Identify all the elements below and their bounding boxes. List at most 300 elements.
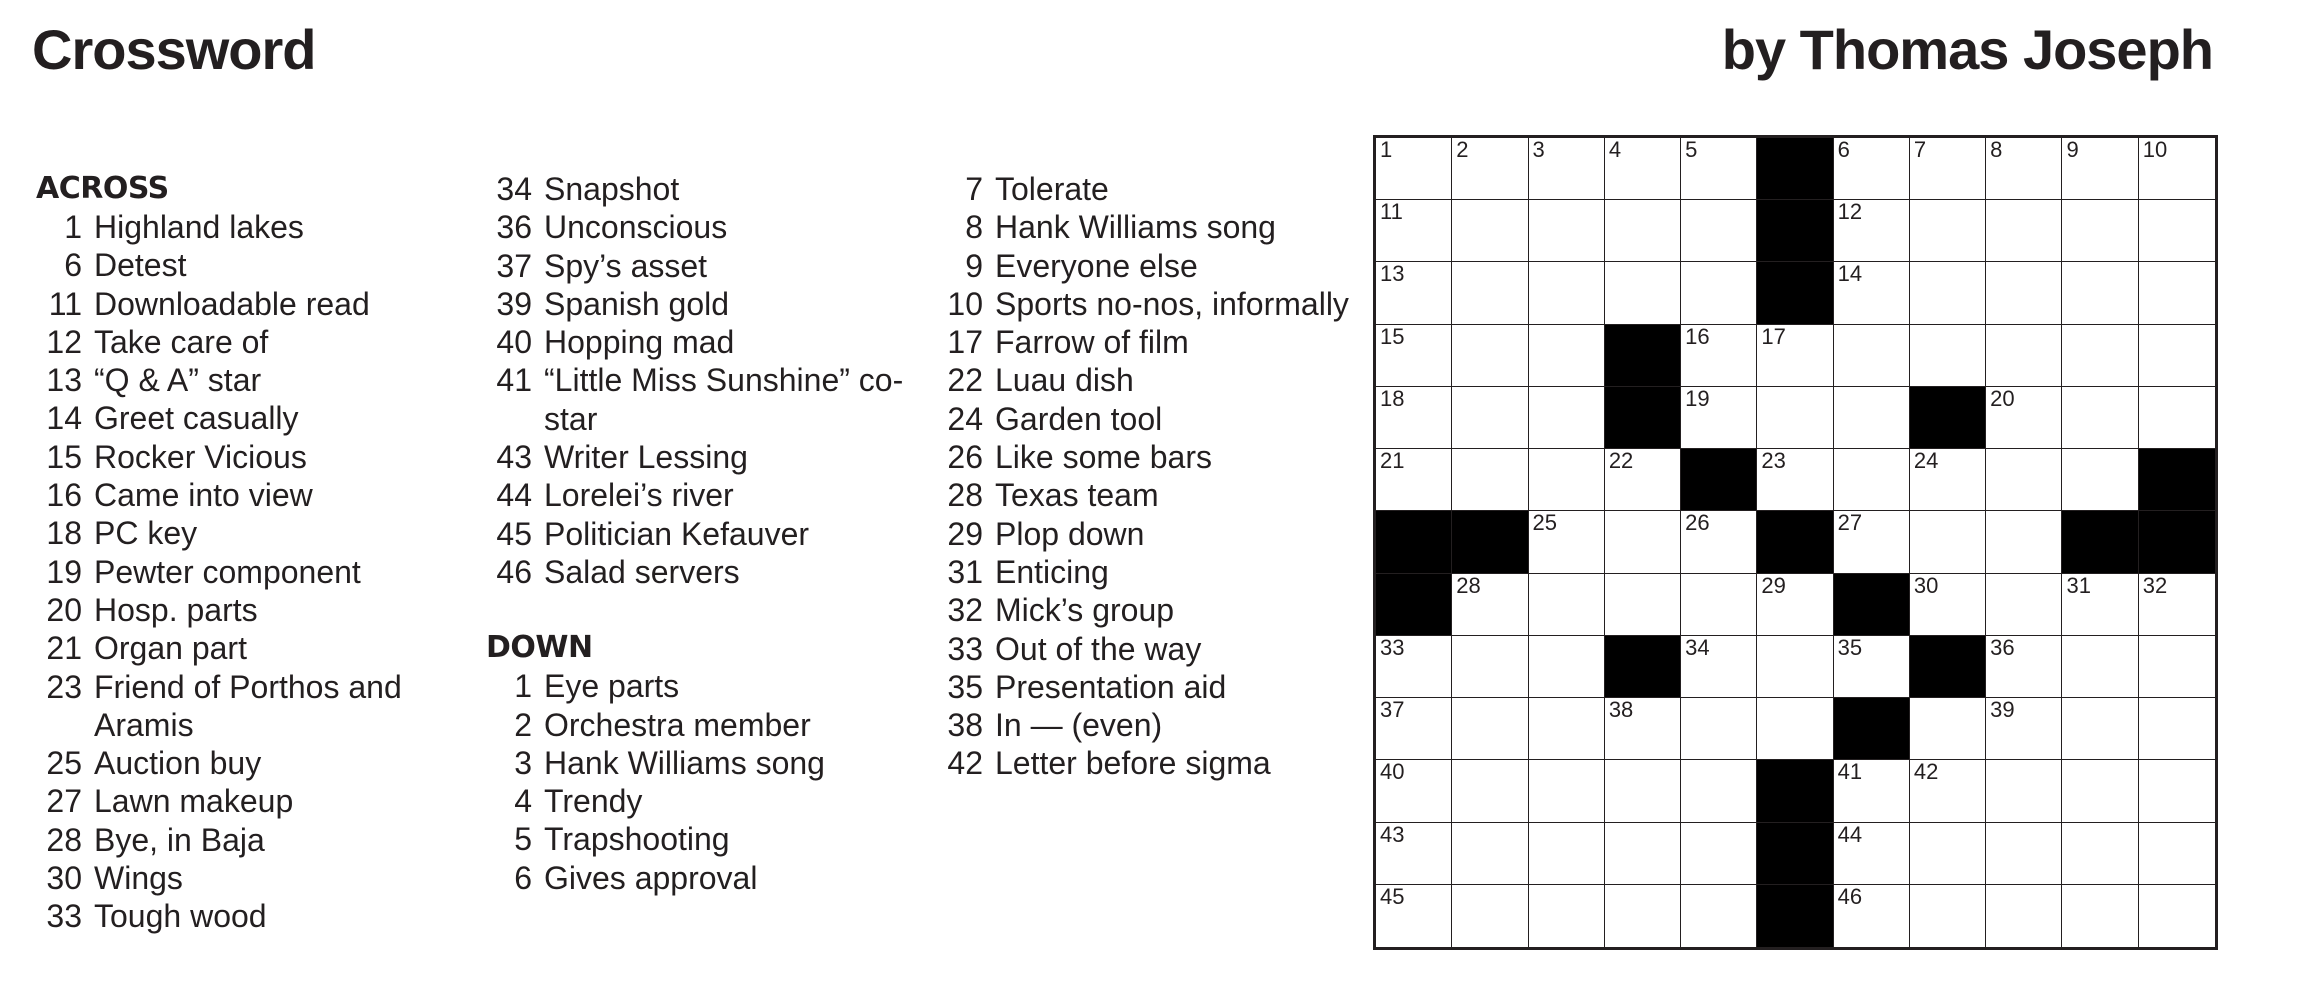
- grid-cell[interactable]: [1529, 262, 1605, 324]
- grid-cell[interactable]: [1986, 760, 2062, 822]
- grid-cell[interactable]: [1910, 200, 1986, 262]
- grid-cell[interactable]: [1605, 262, 1681, 324]
- clue-number: 41: [496, 362, 532, 399]
- grid-cell[interactable]: [2139, 823, 2215, 885]
- grid-cell[interactable]: [1452, 823, 1528, 885]
- down-clue: [486, 744, 906, 782]
- down-clue: [937, 361, 1357, 399]
- grid-cell[interactable]: [1986, 511, 2062, 573]
- grid-cell[interactable]: [1757, 325, 1833, 387]
- black-square: [1681, 449, 1757, 511]
- grid-cell[interactable]: [1452, 574, 1528, 636]
- clue-text: Unconscious: [544, 209, 728, 246]
- grid-cell[interactable]: [1834, 138, 1910, 200]
- black-square: [1452, 511, 1528, 573]
- across-clue: [36, 782, 456, 820]
- across-clue: [486, 323, 906, 361]
- cell-number: 42: [1913, 759, 1939, 785]
- grid-cell[interactable]: [1986, 885, 2062, 947]
- down-clue: [937, 400, 1357, 438]
- cell-number: 29: [1761, 572, 1786, 598]
- grid-cell[interactable]: [1376, 325, 1452, 387]
- clue-text: Hopping mad: [544, 324, 735, 361]
- grid-cell[interactable]: [2139, 574, 2215, 636]
- grid-cell[interactable]: [1452, 200, 1528, 262]
- clue-number: 14: [46, 400, 82, 437]
- grid-cell[interactable]: [1834, 760, 1910, 822]
- across-clue: [36, 553, 456, 591]
- black-square: [2139, 449, 2215, 511]
- grid-cell[interactable]: [1529, 698, 1605, 760]
- grid-cell[interactable]: [1681, 823, 1757, 885]
- black-square: [1757, 885, 1833, 947]
- clue-number: 28: [947, 477, 983, 514]
- clue-number: 31: [947, 553, 983, 590]
- grid-cell[interactable]: [1452, 636, 1528, 698]
- down-clue: [486, 859, 906, 897]
- clue-text: Gives approval: [544, 859, 758, 896]
- clue-number: 36: [496, 209, 532, 246]
- clue-number: 23: [46, 668, 82, 705]
- down-clue: [937, 515, 1357, 553]
- clue-text: Salad servers: [544, 553, 740, 590]
- grid-cell[interactable]: [1452, 387, 1528, 449]
- grid-cell[interactable]: [1757, 387, 1833, 449]
- clue-text: Take care of: [94, 323, 269, 360]
- grid-cell[interactable]: [1376, 449, 1452, 511]
- grid-cell[interactable]: [2139, 387, 2215, 449]
- grid-cell[interactable]: [1986, 325, 2062, 387]
- across-clue: [36, 668, 456, 745]
- cell-number: 10: [2142, 137, 2168, 162]
- grid-cell[interactable]: [1910, 760, 1986, 822]
- grid-cell[interactable]: [2062, 760, 2138, 822]
- down-clue: [937, 744, 1357, 782]
- clue-number: 13: [46, 362, 82, 399]
- grid-cell[interactable]: [2062, 138, 2138, 200]
- grid-cell[interactable]: [2062, 636, 2138, 698]
- clue-number: 3: [514, 744, 532, 781]
- grid-cell[interactable]: [1376, 698, 1452, 760]
- cell-number: 17: [1761, 323, 1786, 349]
- cell-number: 44: [1837, 821, 1863, 847]
- grid-cell[interactable]: [1529, 636, 1605, 698]
- clue-text: “Q & A” star: [94, 362, 262, 399]
- cell-number: 22: [1608, 448, 1634, 474]
- cell-number: 12: [1837, 199, 1863, 225]
- clue-number: 6: [514, 859, 532, 896]
- grid-cell[interactable]: [2062, 387, 2138, 449]
- grid-cell[interactable]: [1452, 449, 1528, 511]
- clue-number: 18: [46, 515, 82, 552]
- grid-cell[interactable]: [1910, 262, 1986, 324]
- grid-cell[interactable]: [2139, 636, 2215, 698]
- grid-cell[interactable]: [1376, 200, 1452, 262]
- clue-text: Friend of Porthos and Aramis: [94, 668, 402, 743]
- grid-cell[interactable]: [2139, 325, 2215, 387]
- grid-cell[interactable]: [1452, 885, 1528, 947]
- clue-text: Letter before sigma: [995, 745, 1271, 782]
- clue-text: Organ part: [94, 630, 247, 667]
- cell-number: 38: [1608, 697, 1634, 723]
- across-heading: ACROSS: [36, 171, 169, 206]
- grid-cell[interactable]: [1452, 138, 1528, 200]
- clue-number: 1: [64, 209, 82, 245]
- grid-cell[interactable]: [1986, 138, 2062, 200]
- clue-text: Lorelei’s river: [544, 477, 734, 514]
- grid-cell[interactable]: [1376, 636, 1452, 698]
- grid-cell[interactable]: [2062, 262, 2138, 324]
- cell-number: 2: [1456, 137, 1469, 162]
- grid-cell[interactable]: [1529, 574, 1605, 636]
- grid-cell[interactable]: [1605, 574, 1681, 636]
- black-square: [1376, 574, 1452, 636]
- cell-number: 5: [1685, 137, 1698, 162]
- down-clue: [937, 630, 1357, 668]
- grid-cell[interactable]: [1834, 885, 1910, 947]
- grid-cell[interactable]: [1605, 449, 1681, 511]
- grid-cell[interactable]: [1910, 823, 1986, 885]
- grid-cell[interactable]: [1376, 823, 1452, 885]
- grid-cell[interactable]: [2062, 574, 2138, 636]
- clue-text: Trapshooting: [544, 821, 730, 858]
- grid-cell[interactable]: [1986, 387, 2062, 449]
- clue-number: 21: [46, 630, 82, 667]
- cell-number: 15: [1380, 323, 1405, 349]
- clue-number: 7: [965, 171, 983, 207]
- grid-cell[interactable]: [1529, 200, 1605, 262]
- down-heading: DOWN: [486, 630, 593, 666]
- down-clue: [937, 170, 1357, 208]
- across-clue: [486, 438, 906, 476]
- clue-text: Everyone else: [995, 247, 1198, 284]
- cell-number: 31: [2066, 572, 2091, 598]
- black-square: [1757, 823, 1833, 885]
- clue-number: 38: [947, 707, 983, 744]
- clue-text: Enticing: [995, 553, 1109, 590]
- grid-cell[interactable]: [1834, 449, 1910, 511]
- grid-cell[interactable]: [1834, 511, 1910, 573]
- grid-cell[interactable]: [1986, 698, 2062, 760]
- black-square: [1834, 698, 1910, 760]
- clue-number: 15: [46, 438, 82, 475]
- clue-text: Bye, in Baja: [94, 821, 265, 858]
- across-clue: [36, 744, 456, 782]
- across-clue: [36, 361, 456, 399]
- cell-number: 36: [1990, 634, 2015, 660]
- clue-number: 19: [46, 553, 82, 590]
- clue-number: 16: [46, 477, 82, 514]
- clue-number: 27: [46, 783, 82, 820]
- clue-text: Trendy: [544, 783, 643, 820]
- grid-cell[interactable]: [1452, 698, 1528, 760]
- cell-number: 43: [1380, 821, 1405, 847]
- cell-number: 41: [1837, 759, 1863, 785]
- grid-cell[interactable]: [1605, 138, 1681, 200]
- grid-cell[interactable]: [1681, 636, 1757, 698]
- grid-cell[interactable]: [2062, 698, 2138, 760]
- grid-cell[interactable]: [1529, 138, 1605, 200]
- grid-cell[interactable]: [1986, 636, 2062, 698]
- grid-cell[interactable]: [2139, 760, 2215, 822]
- grid-cell[interactable]: [1834, 325, 1910, 387]
- grid-cell[interactable]: [1376, 387, 1452, 449]
- across-clue: [36, 897, 456, 935]
- grid-cell[interactable]: [1529, 511, 1605, 573]
- clue-number: 8: [965, 209, 983, 246]
- clue-text: Presentation aid: [995, 668, 1227, 705]
- black-square: [1910, 387, 1986, 449]
- clue-number: 24: [947, 400, 983, 437]
- clue-text: Writer Lessing: [544, 439, 748, 476]
- grid-cell[interactable]: [1986, 574, 2062, 636]
- grid-cell[interactable]: [1910, 449, 1986, 511]
- clue-text: Came into view: [94, 477, 313, 514]
- grid-cell[interactable]: [2062, 325, 2138, 387]
- grid-cell[interactable]: [1757, 449, 1833, 511]
- cell-number: 33: [1380, 634, 1405, 660]
- grid-cell[interactable]: [2139, 698, 2215, 760]
- grid-cell[interactable]: [1681, 262, 1757, 324]
- clue-number: 46: [496, 553, 532, 590]
- clue-column-2: [486, 170, 906, 897]
- grid-cell[interactable]: [1681, 325, 1757, 387]
- cell-number: 34: [1685, 634, 1710, 660]
- grid-cell[interactable]: [1681, 698, 1757, 760]
- clue-text: Hank Williams song: [995, 209, 1276, 246]
- cell-number: 27: [1837, 510, 1863, 536]
- down-clue: [937, 476, 1357, 514]
- down-clue: [937, 323, 1357, 361]
- grid-cell[interactable]: [1452, 325, 1528, 387]
- grid-cell[interactable]: [1529, 885, 1605, 947]
- cell-number: 4: [1608, 137, 1622, 162]
- cell-number: 18: [1380, 385, 1405, 411]
- clue-number: 37: [496, 247, 532, 284]
- grid-cell[interactable]: [1834, 200, 1910, 262]
- clue-number: 1: [514, 668, 532, 705]
- across-clue: [36, 323, 456, 361]
- across-clue: [486, 476, 906, 514]
- black-square: [2139, 511, 2215, 573]
- clue-text: Wings: [94, 860, 183, 897]
- cell-number: 8: [1990, 137, 2003, 162]
- down-clue: [937, 706, 1357, 744]
- cell-number: 24: [1913, 448, 1939, 474]
- cell-number: 23: [1761, 448, 1786, 474]
- clue-text: Texas team: [995, 477, 1159, 514]
- down-clue: [486, 782, 906, 820]
- grid-cell[interactable]: [1529, 325, 1605, 387]
- across-clue: [36, 629, 456, 667]
- grid-cell[interactable]: [1757, 698, 1833, 760]
- grid-cell[interactable]: [1605, 823, 1681, 885]
- clue-text: Lawn makeup: [94, 783, 294, 820]
- across-clue: [486, 553, 906, 591]
- grid-cell[interactable]: [1376, 885, 1452, 947]
- clue-text: Mick’s group: [995, 592, 1175, 629]
- black-square: [1757, 262, 1833, 324]
- across-clue: [486, 361, 906, 438]
- grid-cell[interactable]: [2139, 200, 2215, 262]
- cell-number: 6: [1837, 137, 1850, 162]
- cell-number: 11: [1380, 199, 1403, 225]
- grid-cell[interactable]: [2139, 262, 2215, 324]
- clue-number: 42: [947, 745, 983, 782]
- clue-column-1: [36, 170, 456, 936]
- clue-number: 11: [48, 285, 82, 322]
- black-square: [1757, 200, 1833, 262]
- clue-number: 6: [64, 247, 82, 284]
- clue-number: 4: [514, 783, 532, 820]
- grid-cell[interactable]: [1376, 138, 1452, 200]
- grid-cell[interactable]: [1910, 138, 1986, 200]
- across-clue: [486, 285, 906, 323]
- clue-text: Detest: [94, 247, 187, 284]
- down-clue: [937, 553, 1357, 591]
- grid-cell[interactable]: [1681, 511, 1757, 573]
- clue-number: 28: [46, 821, 82, 858]
- grid-cell[interactable]: [1681, 885, 1757, 947]
- clue-number: 29: [947, 515, 983, 552]
- cell-number: 46: [1837, 883, 1863, 909]
- grid-cell[interactable]: [1834, 823, 1910, 885]
- black-square: [1757, 138, 1833, 200]
- clue-column-3: [937, 170, 1357, 783]
- grid-cell[interactable]: [1910, 511, 1986, 573]
- clue-text: Orchestra member: [544, 706, 811, 743]
- clue-number: 26: [947, 439, 983, 476]
- cell-number: 16: [1685, 323, 1710, 349]
- clue-number: 25: [46, 745, 82, 782]
- grid-cell[interactable]: [1681, 387, 1757, 449]
- byline: by Thomas Joseph: [1721, 18, 2213, 81]
- grid-cell[interactable]: [1681, 574, 1757, 636]
- clue-text: Hosp. parts: [94, 591, 258, 628]
- clue-text: Greet casually: [94, 400, 299, 437]
- black-square: [1605, 636, 1681, 698]
- black-square: [1376, 511, 1452, 573]
- clue-number: 20: [46, 591, 82, 628]
- black-square: [2062, 511, 2138, 573]
- grid-cell[interactable]: [1452, 262, 1528, 324]
- grid-cell[interactable]: [1452, 760, 1528, 822]
- across-clue: [36, 859, 456, 897]
- grid-cell[interactable]: [1605, 760, 1681, 822]
- clue-number: 39: [496, 285, 532, 322]
- grid-cell[interactable]: [1376, 262, 1452, 324]
- clue-number: 40: [496, 324, 532, 361]
- cell-number: 25: [1532, 510, 1558, 536]
- across-clue: [36, 514, 456, 552]
- grid-cell[interactable]: [1757, 574, 1833, 636]
- grid-cell[interactable]: [1681, 200, 1757, 262]
- grid-cell[interactable]: [1529, 760, 1605, 822]
- grid-cell[interactable]: [1757, 636, 1833, 698]
- clue-text: PC key: [94, 515, 198, 552]
- grid-cell[interactable]: [1910, 885, 1986, 947]
- grid-cell[interactable]: [1910, 574, 1986, 636]
- cell-number: 14: [1837, 261, 1863, 287]
- black-square: [1757, 760, 1833, 822]
- clue-text: Eye parts: [544, 668, 680, 705]
- clue-text: Like some bars: [995, 439, 1212, 476]
- cell-number: 40: [1380, 759, 1405, 785]
- clue-number: 9: [965, 247, 983, 284]
- black-square: [1834, 574, 1910, 636]
- clue-number: 12: [46, 323, 82, 360]
- clue-number: 22: [947, 362, 983, 399]
- grid-cell[interactable]: [1529, 387, 1605, 449]
- grid-cell[interactable]: [1529, 449, 1605, 511]
- grid-cell[interactable]: [2062, 449, 2138, 511]
- cell-number: 1: [1380, 137, 1393, 162]
- clue-text: In — (even): [995, 707, 1163, 744]
- grid-cell[interactable]: [1529, 823, 1605, 885]
- crossword-grid: [1373, 135, 2218, 950]
- grid-cell[interactable]: [1605, 200, 1681, 262]
- clue-text: “Little Miss Sunshine” co-star: [544, 362, 904, 437]
- across-clue: [36, 285, 456, 323]
- clue-text: Downloadable read: [94, 285, 370, 322]
- clue-text: Garden tool: [995, 400, 1163, 437]
- grid-cell[interactable]: [1910, 325, 1986, 387]
- grid-cell[interactable]: [1834, 262, 1910, 324]
- cell-number: 20: [1990, 385, 2015, 411]
- grid-cell[interactable]: [1605, 885, 1681, 947]
- grid-cell[interactable]: [1910, 698, 1986, 760]
- clue-number: 45: [496, 515, 532, 552]
- across-clue: [36, 476, 456, 514]
- down-clue: [937, 247, 1357, 285]
- clue-number: 35: [947, 668, 983, 705]
- across-clue: [486, 208, 906, 246]
- clue-text: Spy’s asset: [544, 247, 708, 284]
- clue-text: Hank Williams song: [544, 744, 825, 781]
- grid-cell[interactable]: [1986, 200, 2062, 262]
- grid-cell[interactable]: [1986, 823, 2062, 885]
- grid-cell[interactable]: [2062, 200, 2138, 262]
- grid-cell[interactable]: [1986, 449, 2062, 511]
- down-clue: [937, 668, 1357, 706]
- grid-cell[interactable]: [1681, 760, 1757, 822]
- clue-text: Plop down: [995, 515, 1145, 552]
- clue-number: 10: [947, 285, 983, 322]
- across-clue: [36, 438, 456, 476]
- grid-cell[interactable]: [2062, 885, 2138, 947]
- puzzle-title: Crossword: [32, 18, 316, 81]
- down-clue: [486, 706, 906, 744]
- grid-cell[interactable]: [2139, 885, 2215, 947]
- grid-cell[interactable]: [1605, 698, 1681, 760]
- grid-cell[interactable]: [2062, 823, 2138, 885]
- grid-cell[interactable]: [1834, 387, 1910, 449]
- cell-number: 19: [1685, 385, 1710, 411]
- clue-text: Politician Kefauver: [544, 515, 810, 552]
- across-clue: [486, 170, 906, 208]
- grid-cell[interactable]: [1681, 138, 1757, 200]
- grid-cell[interactable]: [1986, 262, 2062, 324]
- clue-number: 33: [46, 898, 82, 935]
- clue-number: 44: [496, 477, 532, 514]
- grid-cell[interactable]: [2139, 138, 2215, 200]
- clue-text: Rocker Vicious: [94, 438, 307, 475]
- grid-cell[interactable]: [1605, 511, 1681, 573]
- grid-cell[interactable]: [1376, 760, 1452, 822]
- clue-number: 32: [947, 592, 983, 629]
- down-clue: [486, 820, 906, 858]
- grid-cell[interactable]: [1834, 636, 1910, 698]
